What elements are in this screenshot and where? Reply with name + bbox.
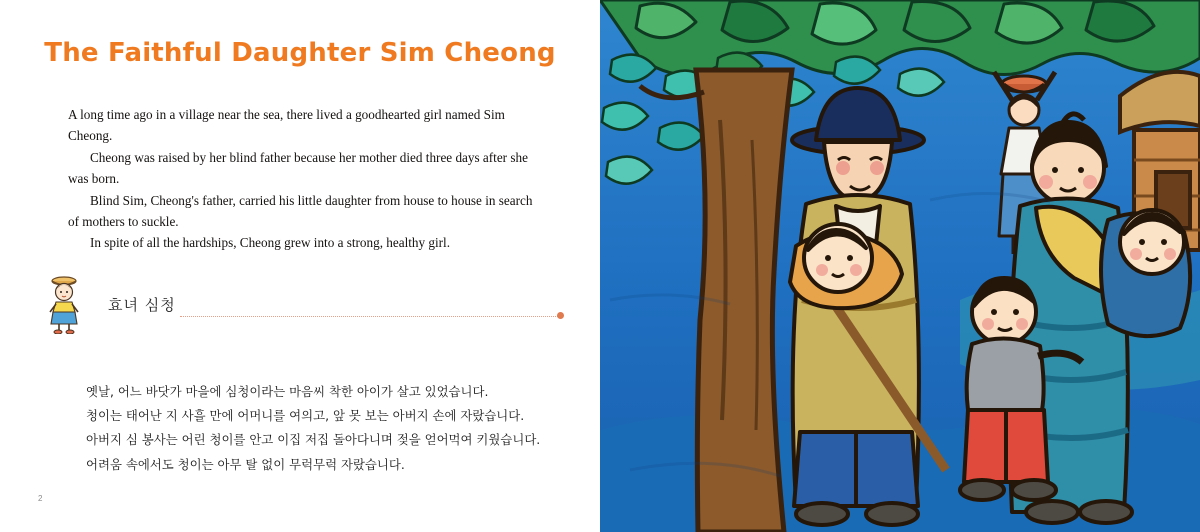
- english-paragraph: Cheong was raised by her blind father because her mother died three days after she was born.: [68, 149, 528, 187]
- english-story-text: [68, 104, 534, 254]
- page-title: The Faithful Daughter Sim Cheong: [44, 38, 556, 68]
- korean-story-text: [86, 380, 556, 477]
- korean-line: 옛날, 어느 바닷가 마을에 심청이라는 마음씨 착한 아이가 살고 있었습니다.: [86, 384, 489, 399]
- title-dotted-rule: [180, 316, 560, 317]
- korean-line: 청이는 태어난 지 사흘 만에 어머니를 여의고, 앞 못 보는 아버지 손에 자랐습니다.: [86, 408, 525, 424]
- korean-line: 어려움 속에서도 청이는 아무 탈 없이 무럭무럭 자랐습니다.: [86, 456, 405, 472]
- korean-line: 아버지 심 봉사는 어린 청이를 안고 이집 저집 돌아다니며 젖을 얻어먹여 키웠습니다.: [86, 432, 541, 448]
- crayon-drawing-family-under-tree: [600, 0, 1200, 532]
- right-page-illustration: [600, 0, 1200, 532]
- english-paragraph: Blind Sim, Cheong's father, carried his little daughter from house to house in search of mothers to suckle.: [68, 192, 533, 229]
- girl-with-basket-icon: [36, 272, 92, 334]
- title-rule-end-dot: [557, 312, 564, 319]
- english-paragraph: A long time ago in a village near the sea, there lived a goodhearted girl named Sim Cheong.: [68, 107, 505, 144]
- page-number: 2: [38, 494, 43, 503]
- english-paragraph: In spite of all the hardships, Cheong grew into a strong, healthy girl.: [90, 235, 451, 251]
- korean-title-row: [30, 272, 550, 336]
- korean-title: 효녀 심청: [108, 296, 176, 314]
